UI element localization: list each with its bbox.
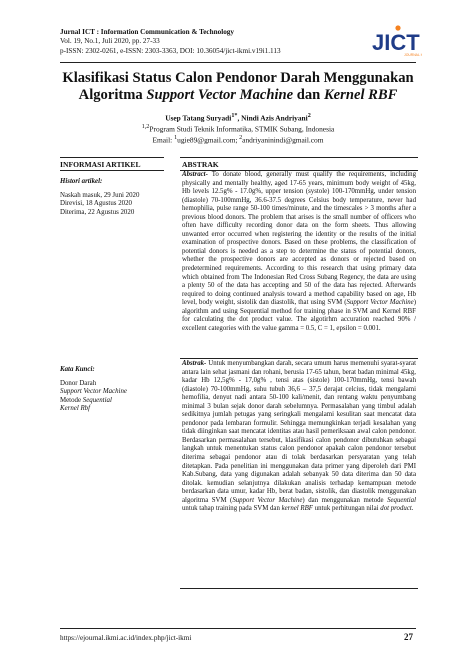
keywords [60,366,164,414]
logo-text: JICT [372,30,420,55]
history-title: Histori artikel: [60,178,103,185]
paper-title [60,70,416,104]
title-line-2: Algoritma Support Vector Machine dan Kernel RBF [78,87,398,103]
keyword-item: Donor Darah [60,379,97,387]
footer-rule [60,628,416,629]
author-names: Usep Tatang Suryadi$^{1*}$, Nindi Azis Andriyani$^2$ [165,113,311,123]
history-received: Naskah masuk, 29 Juni 2020 [60,191,140,199]
keyword-item: Kernel Rbf [60,405,91,413]
journal-volume: Vol. 19, No.1, Juli 2020, pp. 27-33 [60,37,160,46]
title-line-1: Klasifikasi Status Calon Pendonor Darah Menggunakan [62,70,414,86]
author-affiliation: $^{1,2}$Program Studi Teknik Informatika, STMIK Subang, Indonesia [141,124,335,134]
journal-name: Jurnal ICT : Information Communication & Technology [60,28,234,36]
info-heading-rule [60,170,164,171]
history-revised: Direvisi, 18 Agustus 2020 [60,200,132,208]
abstract-divider [180,358,418,359]
journal-header [60,28,360,56]
abstract-section-heading: ABSTRAK [182,160,219,169]
keyword-item: Metode Sequential [60,396,112,404]
article-history [60,178,164,217]
abstract-english: Abstract- To donate blood, generally must qualify the requirements, including physically and mentally healthy, aged 17-65 years, minimum body weight of 45kg, Hb levels 12.5g% - 17.0g%, upper tension (systole) 100-170mmHg, under tension (diastole) 70-100mmHg, 36.6-37.5 degrees Celsius body temperature, never had hemophilia, pulse range 50-100 times/minute, and the timescales > 3 months after a previous blood donors. The problem that arises is the small number of officers who often have difficulty recording donor data on the form sheets. Thus allowing unwanted error occurred when registering the identity or the results of the initial examination of prospective donors. Based on these problems, the classification of potential donors is needed as a step to determine the status of potential donors, whether the prospective donors are accepted as donors or rejected based on predetermined requirements. According to this research that using primary data which obtained from The Indonesian Red Cross Subang Regency, the data are using a plenty 50 of the data has accepting and 50 of the data has rejected. Afterwards required to doing continued analysis toward a method capability based on age, Hb level, body weight, sistolik dan diastolik, that using SVM (Support Vector Machine) algorithm and using Sequential method for training phase in SVM and Kernel RBF for calculating the dot product value. The algotirhm accuration reached 90% / excellent categories with the value gamma = 0.5, C = 1, epsilon = 0.001. [182,171,416,332]
abstract-indonesian: Abstrak- Untuk menyumbangkan darah, secara umum harus memenuhi syarat-syarat antara lain sehat jasmani dan rohani, berusia 17-65 tahun, berat badan minimal 45kg, kadar Hb 12,5g% - 17,0g% , tensi atas (sistole) 100-170mmHg, tensi bawah (diastole) 70-100mmHg, suhu tubuh 36,6 – 37,5 derajat celcius, tidak mengalami hemofilia, denyut nadi antara 50-100 kali/menit, dan rentang waktu penyumbang minimal 3 bulan sejak donor darah sebelumnya. Permasalahan yang timbul adalah sedikitnya jumlah petugas yang seringkali mengalami kesulitan saat mencatat data pendonor pada lembaran formulir. Sehingga memungkinkan terjadi kesalahan yang tidak diinginkan saat mencatat identitas atau hasil pemeriksaan awal calon pendonor. Berdasarkan permasalahan tersebut, klasifikasi calon pendonor dibutuhkan sebagai langkah untuk menentukan status calon pendonor apakah calon pendonor tersebut diterima sebagai pendonor atau di tolak berdasarkan persyaratan yang telah ditetapkan. Pada penelitian ini menggunakan data primer yang diperoleh dari PMI Kab.Subang, data yang digunakan adalah sebanyak 50 data diterima dan 50 data ditolak. kemudian selanjutnya dilakukan analisis terhadap kemampuan metode berdasarkan data umur, kadar Hb, berat badan, sistolik, dan diastolik menggunakan algoritma SVM (Support Vector Machine) dan menggunakan metode Sequential untuk tahap training pada SVM dan kernel RBF untuk perhitungan nilai dot product. [182,360,416,513]
footer-url[interactable]: https://ejournal.ikmi.ac.id/index.php/jict-ikmi [60,634,192,642]
abstract-top-rule [180,157,418,158]
info-section-heading: INFORMASI ARTIKEL [60,160,141,169]
author-email: Email: $^1$ugie89@gmail.com; $^2$andriyaninindi@gmail.com [152,135,324,145]
history-accepted: Diterima, 22 Agustus 2020 [60,208,135,216]
keywords-title: Kata Kunci: [60,366,95,373]
info-top-rule [60,157,164,158]
header-rule [60,62,416,63]
logo-subtext: JOURNAL [404,53,420,57]
journal-issn: p-ISSN: 2302-0261, e-ISSN: 2303-3363, DOI: 10.36054/jict-ikmi.v19i1.113 [60,46,281,55]
journal-logo [370,24,422,60]
keyword-item: Support Vector Machine [60,388,127,396]
page-number: 27 [404,632,413,642]
abstract-bottom-rule [180,588,418,589]
author-block [60,112,416,145]
